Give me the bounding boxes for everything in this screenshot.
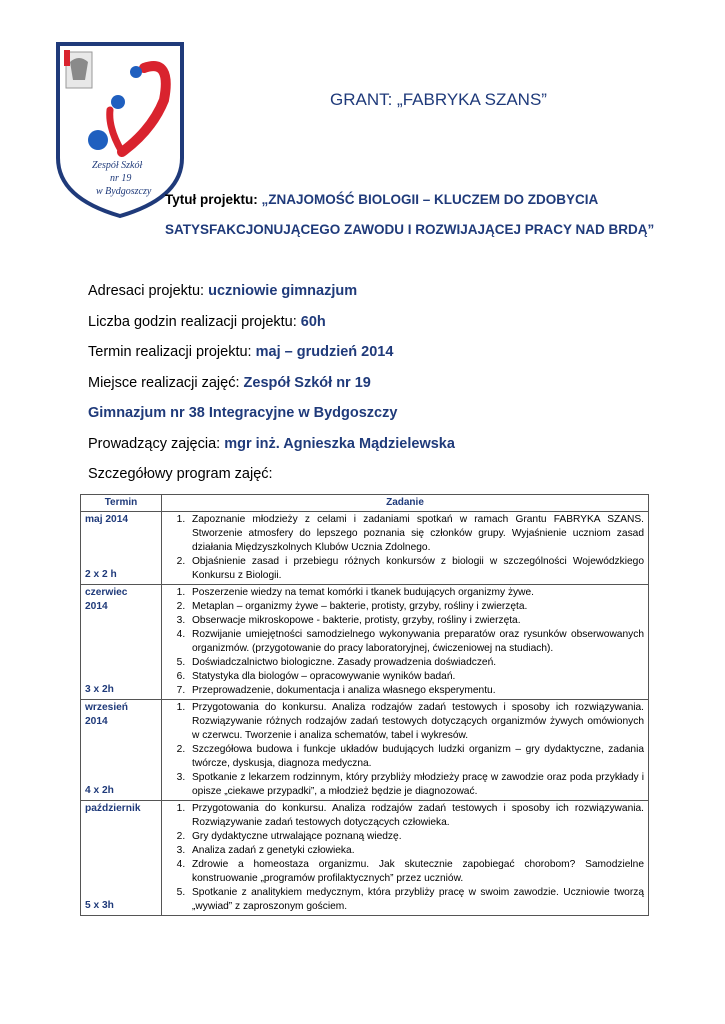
tasks-cell <box>162 585 649 700</box>
info-term <box>88 341 688 372</box>
task-item: 6. Statystyka dla biologów – opracowywanie wyników badań. <box>188 670 644 684</box>
hours-label: 2 x 2 h <box>85 569 117 580</box>
term-cell <box>81 512 162 585</box>
term-label: maj 2014 <box>85 514 129 525</box>
term-label: czerwiec 2014 <box>85 587 128 612</box>
task-item: 1. Przygotowania do konkursu. Analiza rodzajów zadań testowych i sposoby ich rozwiązywania. Rozwiązywanie różnych rodzajów zadań testowych dotyczących organizmów żywych omówionych w czerwcu. Tworzenie i analiza schematów, tabel i wykresów. <box>188 701 644 743</box>
place-label: Miejsce realizacji zajęć: <box>88 374 244 391</box>
hours-label: Liczba godzin realizacji projektu: <box>88 313 301 330</box>
term-cell <box>81 700 162 801</box>
term-label: wrzesień 2014 <box>85 702 129 727</box>
task-list <box>166 586 644 698</box>
project-info <box>88 280 688 494</box>
program-table <box>80 494 649 916</box>
teacher-label: Prowadzący zajęcia: <box>88 435 225 452</box>
hours-label: 5 x 3h <box>85 900 114 911</box>
task-list <box>166 701 644 799</box>
hours-value: 60h <box>300 313 326 330</box>
task-list <box>166 513 644 583</box>
task-item: 7. Przeprowadzenie, dokumentacja i analiza własnego eksperymentu. <box>188 684 644 698</box>
term-label: październik <box>85 803 141 814</box>
table-row <box>81 585 649 700</box>
task-list <box>166 802 644 914</box>
task-item: 1. Zapoznanie młodzieży z celami i zadaniami spotkań w ramach Grantu FABRYKA SZANS. Stworzenie atmosfery do lepszego poznania się członków grupy. Wyjaśnienie uczniom zasad działania Międzyszkolnych Klubów Ucznia Zdolnego. <box>188 513 644 555</box>
project-title-line2: SATYSFAKCJONUJĄCEGO ZAWODU I ROZWIJAJĄCEJ PRACY NAD BRDĄ” <box>165 222 655 237</box>
logo-text-line1: Zespół Szkół <box>92 160 143 171</box>
tasks-cell <box>162 801 649 916</box>
task-item: 4. Zdrowie a homeostaza organizmu. Jak skutecznie zapobiegać chorobom? Samodzielne konstruowanie „programów profilaktycznych” przez uczniów. <box>188 858 644 886</box>
task-item: 2. Objaśnienie zasad i przebiegu różnych konkursów z biologii w szczególności Wojewódzkiego Konkursu z Biologii. <box>188 555 644 583</box>
term-cell <box>81 801 162 916</box>
task-item: 2. Szczegółowa budowa i funkcje układów budujących ludzki organizm – gry dydaktyczne, zadania twórcze, dyskusja, diagnoza medyczna. <box>188 743 644 771</box>
addressees-value: uczniowie gimnazjum <box>208 283 358 299</box>
task-item: 5. Doświadczalnictwo biologiczne. Zasady prowadzenia doświadczeń. <box>188 656 644 670</box>
table-body <box>81 512 649 916</box>
addressees-label: Adresaci projektu: <box>88 283 209 299</box>
hours-label: 3 x 2h <box>85 684 114 695</box>
info-place <box>88 372 688 403</box>
task-item: 2. Metaplan – organizmy żywe – bakterie, protisty, grzyby, rośliny i zwierzęta. <box>188 600 644 614</box>
task-item: 3. Analiza zadań z genetyki człowieka. <box>188 844 644 858</box>
header-task: Zadanie <box>162 495 649 512</box>
info-place-line2: Gimnazjum nr 38 Integracyjne w Bydgoszczy <box>88 405 398 421</box>
info-addressees <box>88 280 688 311</box>
task-item: 2. Gry dydaktyczne utrwalające poznaną wiedzę. <box>188 830 644 844</box>
logo-text-line3: w Bydgoszczy <box>96 186 152 197</box>
teacher-value: mgr inż. Agnieszka Mądzielewska <box>224 435 455 452</box>
tasks-cell <box>162 700 649 801</box>
task-item: 3. Spotkanie z lekarzem rodzinnym, który przybliży młodzieży pracę w zawodzie oraz poda przykłady i opisze „ciekawe przypadki”, a młodzież będzie je diagnozować. <box>188 771 644 799</box>
task-item: 5. Spotkanie z analitykiem medycznym, która przybliży pracę w swoim zawodzie. Uczniowie tworzą „wywiad” z zaproszonym gościem. <box>188 886 644 914</box>
task-item: 1. Poszerzenie wiedzy na temat komórki i tkanek budujących organizmy żywe. <box>188 586 644 600</box>
project-title-label: Tytuł projektu: <box>165 192 262 207</box>
table-row <box>81 700 649 801</box>
table-row <box>81 512 649 585</box>
tasks-cell <box>162 512 649 585</box>
table-header-row <box>81 495 649 512</box>
info-teacher <box>88 433 688 464</box>
project-title <box>165 185 675 245</box>
info-program-label: Szczegółowy program zajęć: <box>88 466 273 482</box>
term-cell <box>81 585 162 700</box>
task-item: 3. Obserwacje mikroskopowe - bakterie, protisty, grzyby, rośliny i zwierzęta. <box>188 614 644 628</box>
info-hours <box>88 311 688 342</box>
term-value: maj – grudzień 2014 <box>255 344 394 360</box>
task-item: 4. Rozwijanie umiejętności samodzielnego wykonywania preparatów oraz rysunków obserwowanych organizmów. (przygotowanie do pracy laboratoryjnej, ćwiczeniowej na studiach). <box>188 628 644 656</box>
project-title-line1 <box>165 185 675 215</box>
hours-label: 4 x 2h <box>85 785 114 796</box>
place-value: Zespół Szkół nr 19 <box>243 374 371 391</box>
table-row <box>81 801 649 916</box>
header-term: Termin <box>81 495 162 512</box>
project-title-text1: „ZNAJOMOŚĆ BIOLOGII – KLUCZEM DO ZDOBYCIA <box>261 192 599 207</box>
grant-title: GRANT: „FABRYKA SZANS” <box>330 90 547 109</box>
task-item: 1. Przygotowania do konkursu. Analiza rodzajów zadań testowych i sposoby ich rozwiązywania. Rozwiązywanie zadań testowych dotyczących człowieka. <box>188 802 644 830</box>
logo-text-line2: nr 19 <box>110 173 132 184</box>
term-label: Termin realizacji projektu: <box>88 344 256 360</box>
